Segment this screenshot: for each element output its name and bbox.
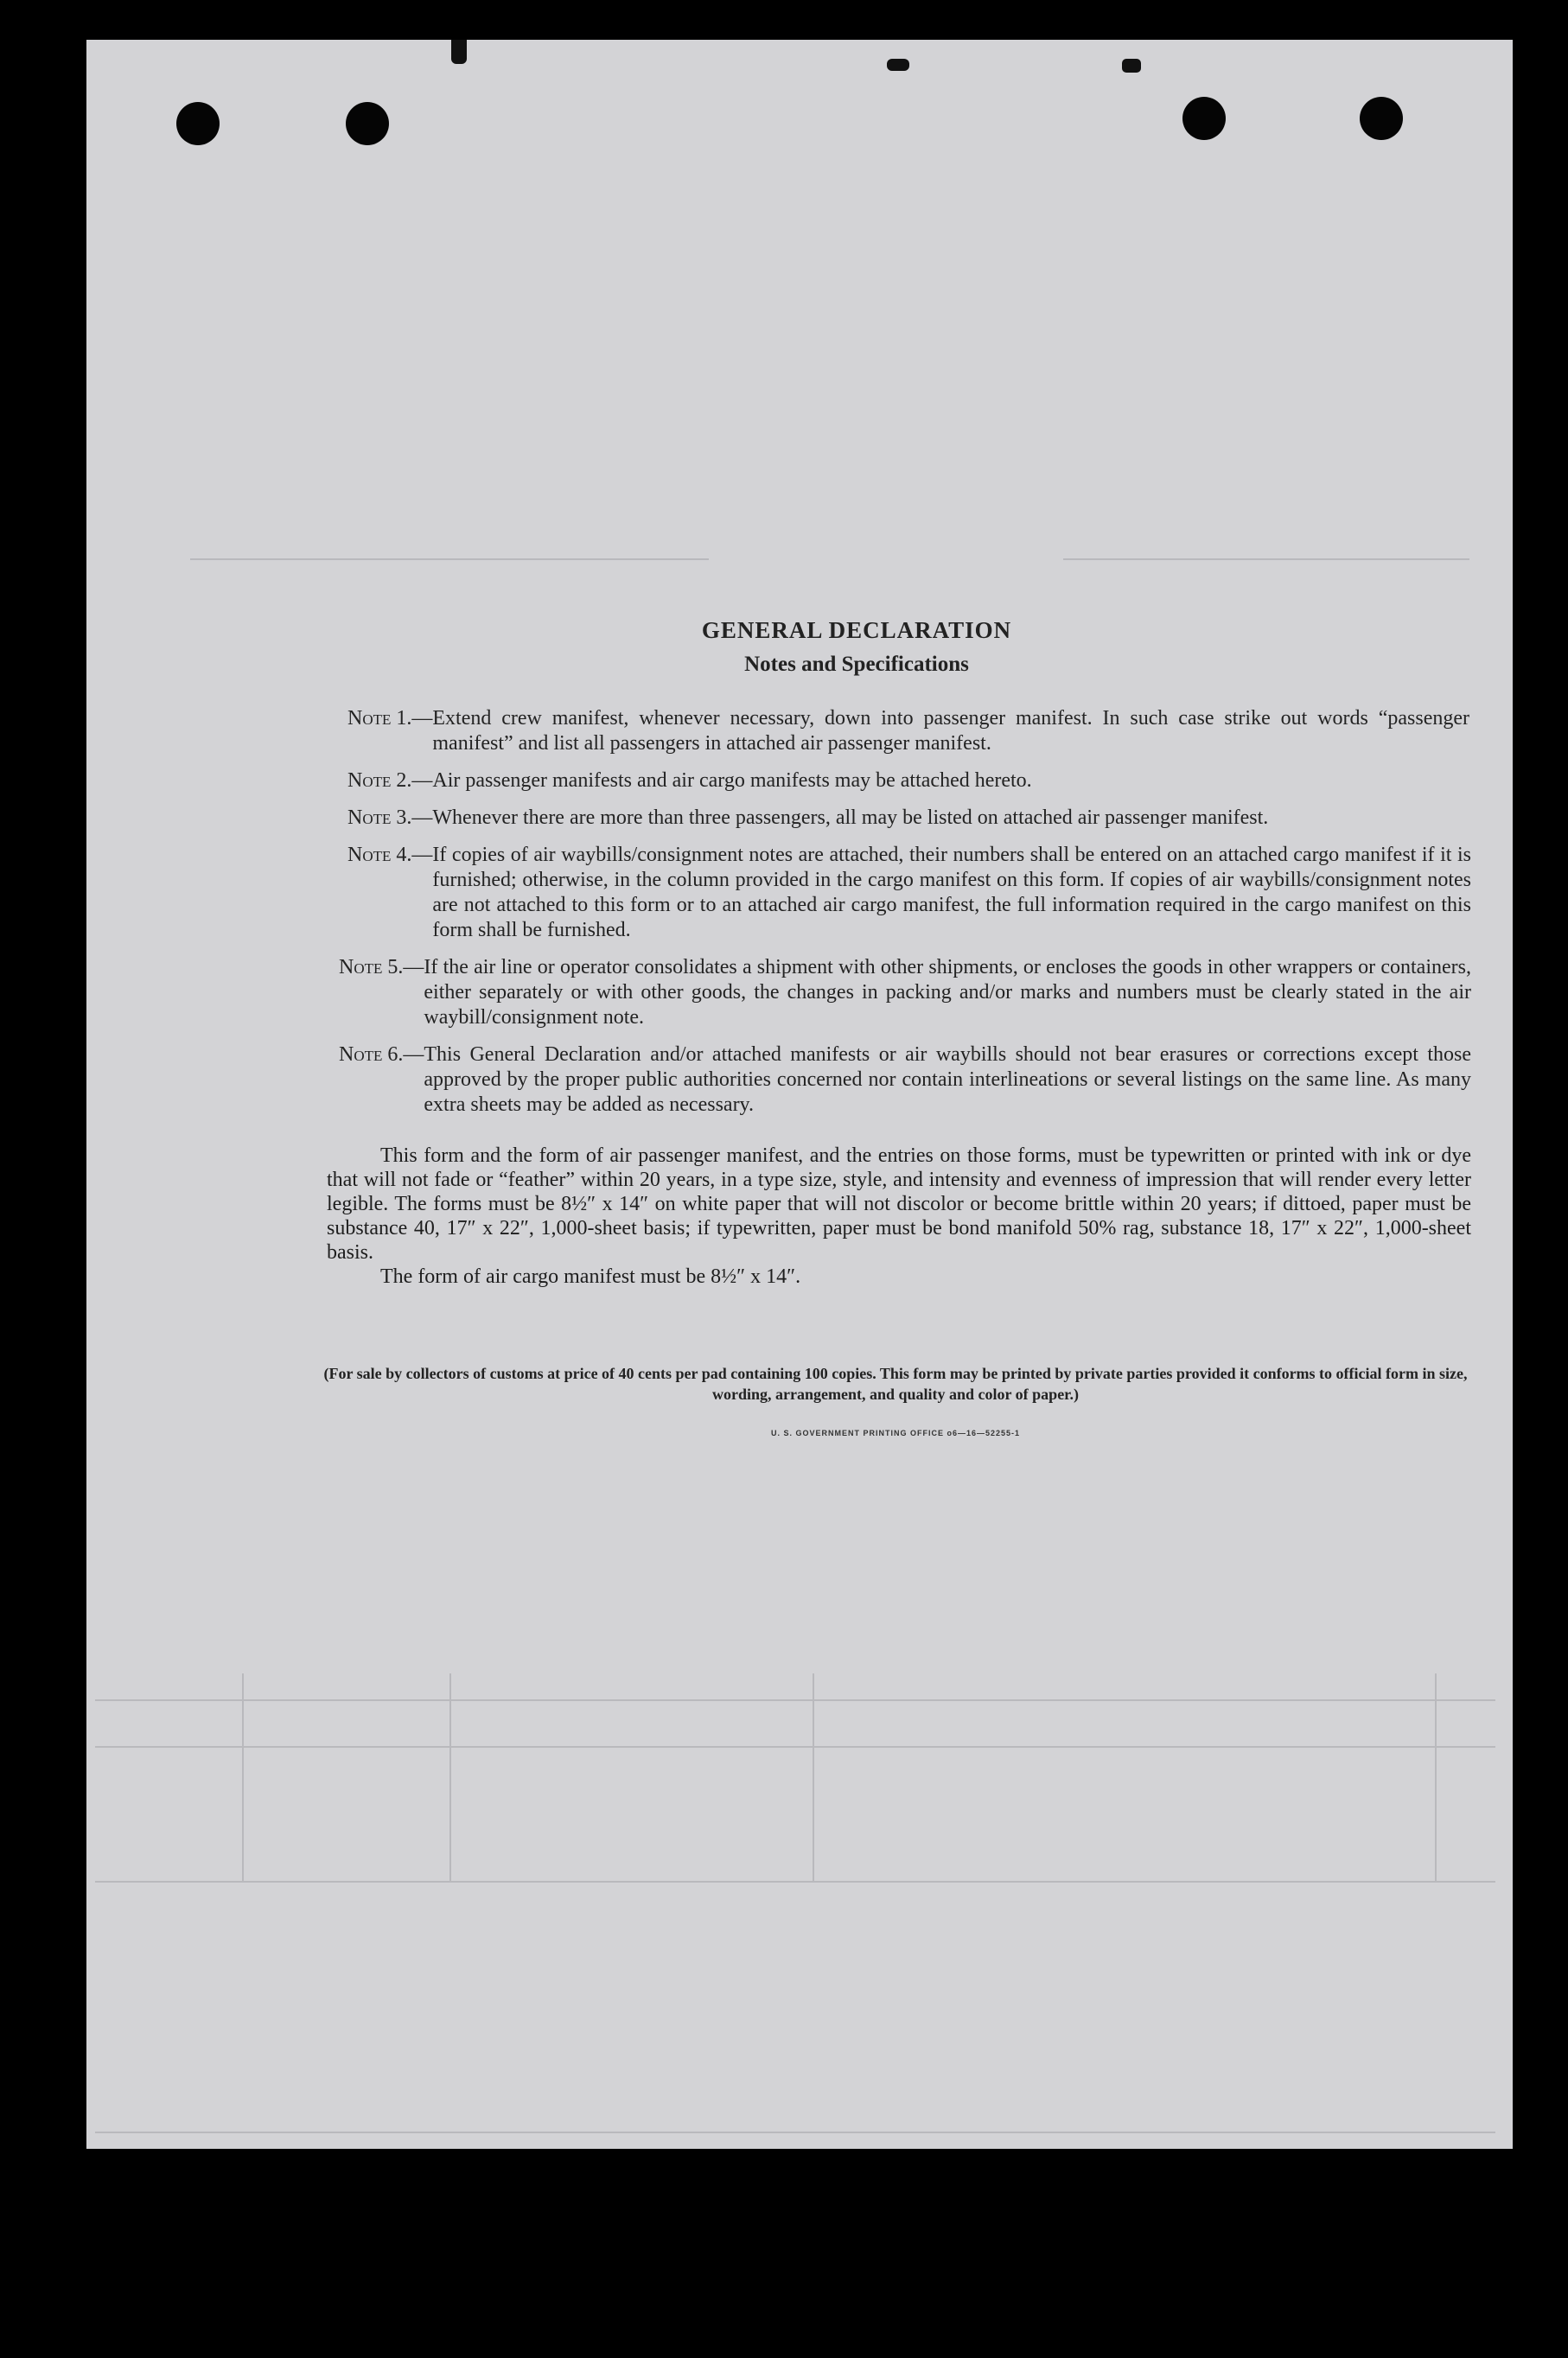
document-page	[86, 40, 1513, 2149]
note-label: Note 4.	[347, 844, 412, 866]
note-1: Note 1. — Extend crew manifest, whenever necessary, down into passenger manifest. In such case strike out words “passenger manifest” and list all passengers in attached air passenger manifest.	[347, 707, 1469, 755]
show-through-line	[1063, 558, 1469, 560]
note-label: Note 1.	[347, 707, 412, 730]
note-2: Note 2. — Air passenger manifests and air cargo manifests may be attached hereto.	[347, 768, 1471, 793]
show-through-line	[449, 1673, 451, 1881]
punch-hole-right-2	[1360, 97, 1403, 140]
page-title: GENERAL DECLARATION	[701, 617, 1012, 643]
note-text: If the air line or operator consolidates a shipment with other shipments, or encloses the goods in other wrappers or containers, either separately or with other goods, the changes in packing and/or marks and numbers must be clearly stated in the air waybill/consignment note.	[424, 956, 1471, 1029]
show-through-line	[813, 1673, 814, 1881]
show-through-line	[1435, 1673, 1437, 1881]
note-5: Note 5. — If the air line or operator consolidates a shipment with other shipments, or encloses the goods in other wrappers or containers, either separately or with other goods, the changes in packing and/or marks and numbers must be clearly stated in the air waybill/consignment note.	[339, 956, 1471, 1029]
show-through-line	[190, 558, 709, 560]
note-text: Extend crew manifest, whenever necessary, down into passenger manifest. In such case strike out words “passenger manifest” and list all passengers in attached air passenger manifest.	[432, 707, 1469, 755]
cargo-manifest-size: The form of air cargo manifest must be 8½″ x 14″.	[380, 1265, 801, 1288]
declaration-notes	[242, 617, 1471, 1437]
edge-mark	[1122, 59, 1141, 73]
note-4: Note 4. — If copies of air waybills/consignment notes are attached, their numbers shall be entered on an attached cargo manifest if it is furnished; otherwise, in the column provided in the cargo manifest on this form. If copies of air waybills/consignment notes are not attached to this form or to an attached air cargo manifest, the full information required in the cargo manifest on this form shall be furnished.	[347, 844, 1471, 941]
printing-office-imprint: U. S. GOVERNMENT PRINTING OFFICE o6—16—52255-1	[770, 1429, 1021, 1437]
note-text: Whenever there are more than three passengers, all may be listed on attached air passenger manifest.	[432, 806, 1269, 829]
note-label: Note 2.	[347, 769, 412, 792]
note-3: Note 3. — Whenever there are more than three passengers, all may be listed on attached air passenger manifest.	[347, 806, 1471, 831]
punch-hole-left-1	[176, 102, 220, 145]
note-label: Note 3.	[347, 806, 412, 829]
notes-list	[242, 706, 1471, 1118]
punch-hole-right-1	[1182, 97, 1226, 140]
note-text: This General Declaration and/or attached manifests or air waybills should not bear erasures or corrections except those approved by the proper public authorities concerned nor contain interlineations or several listings on the same line. As many extra sheets may be added as necessary.	[424, 1043, 1471, 1116]
specification-paragraph: This form and the form of air passenger manifest, and the entries on those forms, must be typewritten or printed with ink or dye that will not fade or “feather” within 20 years, in a type size, style, and intensity and evenness of impression that will render every letter legible. The forms must be 8½″ x 14″ on white paper that will not discolor or become brittle within 20 years; if dittoed, paper must be substance 40, 17″ x 22″, 1,000-sheet basis; if typewritten, paper must be bond manifold 50% rag, substance 18, 17″ x 22″, 1,000-sheet basis.	[327, 1144, 1471, 1264]
show-through-line	[95, 1881, 1495, 1883]
show-through-line	[242, 1673, 244, 1881]
edge-mark	[887, 59, 909, 71]
punch-hole-left-2	[346, 102, 389, 145]
note-label: Note 5.	[339, 956, 404, 978]
note-text: Air passenger manifests and air cargo manifests may be attached hereto.	[432, 769, 1032, 792]
note-label: Note 6.	[339, 1043, 404, 1066]
show-through-line	[95, 1746, 1495, 1748]
show-through-line	[95, 1699, 1495, 1701]
page-subtitle: Notes and Specifications	[744, 653, 969, 676]
sale-notice: (For sale by collectors of customs at price of 40 cents per pad containing 100 copies. This form may be printed by private parties provided it conforms to official form in size, wording, arrangement, and quality and color of paper.)	[323, 1365, 1468, 1403]
edge-mark	[451, 40, 467, 64]
show-through-line	[95, 2132, 1495, 2133]
note-text: If copies of air waybills/consignment notes are attached, their numbers shall be entered on an attached cargo manifest if it is furnished; otherwise, in the column provided in the cargo manifest on this form. If copies of air waybills/consignment notes are not attached to this form or to an attached air cargo manifest, the full information required in the cargo manifest on this form shall be furnished.	[432, 844, 1471, 941]
note-6: Note 6. — This General Declaration and/or attached manifests or air waybills should not bear erasures or corrections except those approved by the proper public authorities concerned nor contain interlineations or several listings on the same line. As many extra sheets may be added as necessary.	[339, 1043, 1471, 1116]
